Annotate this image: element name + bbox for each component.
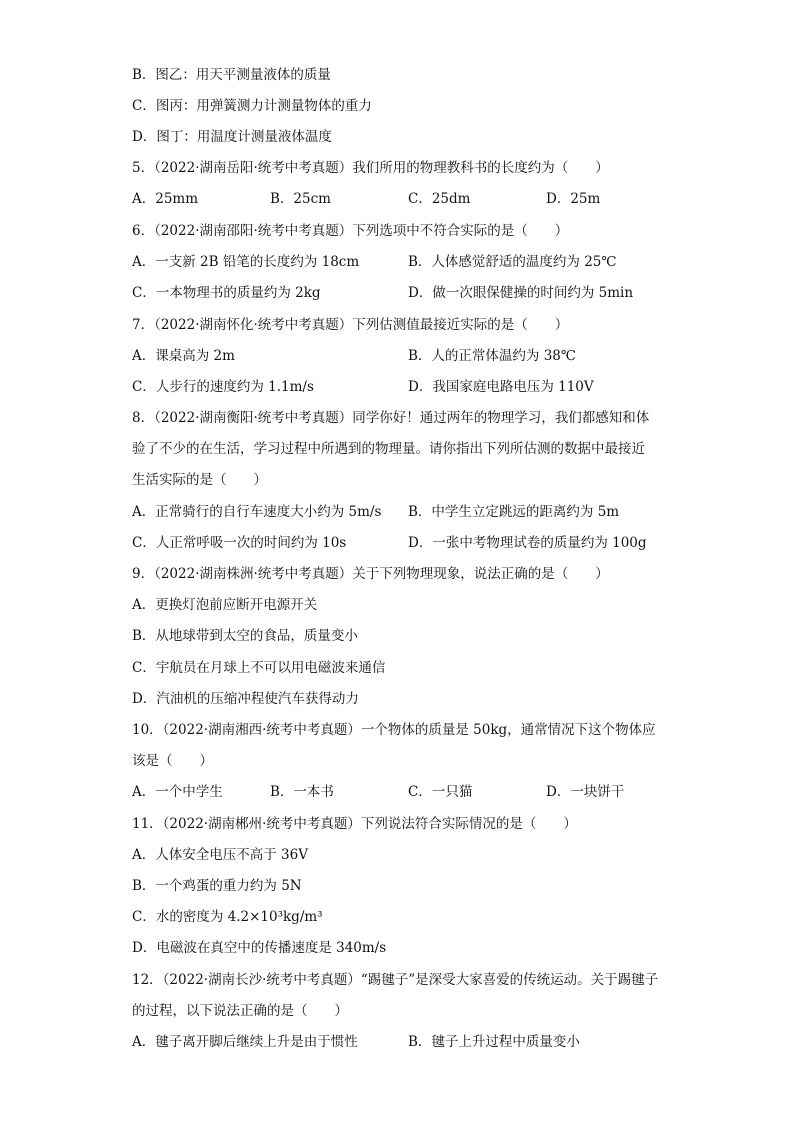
question-5-option-a: A．25mm bbox=[132, 191, 199, 207]
question-8-stem: 8．（2022·湖南衡阳·统考中考真题）同学你好！通过两年的物理学习，我们都感知和体 bbox=[132, 410, 650, 426]
question-8-option-d: D．一张中考物理试卷的质量约为 100g bbox=[408, 535, 647, 551]
question-10-option-a: A．一个中学生 bbox=[132, 784, 223, 800]
question-6-option-b: B．人体感觉舒适的温度约为 25℃ bbox=[408, 254, 617, 270]
question-10-option-b: B．一本书 bbox=[270, 784, 334, 800]
question-9-option-c: C．宇航员在月球上不可以用电磁波来通信 bbox=[132, 660, 386, 676]
question-12-stem: 的过程，以下说法正确的是（ ） bbox=[132, 1003, 348, 1019]
question-8-stem: 验了不少的在生活，学习过程中所遇到的物理量。请你指出下列所估测的数据中最接近 bbox=[132, 441, 645, 457]
question-10-option-d: D．一块饼干 bbox=[546, 784, 625, 800]
question-8-option-c: C．人正常呼吸一次的时间约为 10s bbox=[132, 535, 347, 551]
question-6-stem: 6．（2022·湖南邵阳·统考中考真题）下列选项中不符合实际的是（ ） bbox=[132, 223, 569, 239]
question-10-option-c: C．一只猫 bbox=[408, 784, 473, 800]
question-12-option-b: B．毽子上升过程中质量变小 bbox=[408, 1034, 580, 1050]
question-7-option-b: B．人的正常体温约为 38℃ bbox=[408, 348, 576, 364]
option-line: D．图丁：用温度计测量液体温度 bbox=[132, 129, 332, 145]
question-6-option-d: D．做一次眼保健操的时间约为 5min bbox=[408, 285, 634, 301]
question-11-option-d: D．电磁波在真空中的传播速度是 340m/s bbox=[132, 940, 387, 956]
question-11-option-c: C．水的密度为 4.2×10³kg/m³ bbox=[132, 909, 323, 925]
question-8-stem: 生活实际的是（ ） bbox=[132, 472, 267, 488]
question-11-option-b: B．一个鸡蛋的重力约为 5N bbox=[132, 878, 302, 894]
question-7-option-d: D．我国家庭电路电压为 110V bbox=[408, 379, 594, 395]
question-9-option-a: A．更换灯泡前应断开电源开关 bbox=[132, 597, 318, 613]
question-5-stem: 5．（2022·湖南岳阳·统考中考真题）我们所用的物理教科书的长度约为（ ） bbox=[132, 160, 609, 176]
option-line: C．图丙：用弹簧测力计测量物体的重力 bbox=[132, 98, 372, 114]
question-8-option-b: B．中学生立定跳远的距离约为 5m bbox=[408, 504, 620, 520]
question-5-option-c: C．25dm bbox=[408, 191, 471, 207]
question-8-option-a: A．正常骑行的自行车速度大小约为 5m/s bbox=[132, 504, 382, 520]
question-12-option-a: A．毽子离开脚后继续上升是由于惯性 bbox=[132, 1034, 358, 1050]
question-6-option-c: C．一本物理书的质量约为 2kg bbox=[132, 285, 321, 301]
question-9-option-b: B．从地球带到太空的食品，质量变小 bbox=[132, 628, 358, 644]
question-11-option-a: A．人体安全电压不高于 36V bbox=[132, 847, 308, 863]
question-9-stem: 9．（2022·湖南株洲·统考中考真题）关于下列物理现象，说法正确的是（ ） bbox=[132, 566, 609, 582]
question-5-option-d: D．25m bbox=[546, 191, 601, 207]
question-11-stem: 11．（2022·湖南郴州·统考中考真题）下列说法符合实际情况的是（ ） bbox=[132, 816, 577, 832]
question-7-stem: 7．（2022·湖南怀化·统考中考真题）下列估测值最接近实际的是（ ） bbox=[132, 317, 569, 333]
question-9-option-d: D．汽油机的压缩冲程使汽车获得动力 bbox=[132, 691, 359, 707]
question-7-option-c: C．人步行的速度约为 1.1m/s bbox=[132, 379, 314, 395]
option-line: B．图乙：用天平测量液体的质量 bbox=[132, 67, 331, 83]
question-5-option-b: B．25cm bbox=[270, 191, 331, 207]
question-7-option-a: A．课桌高为 2m bbox=[132, 348, 235, 364]
question-10-stem: 该是（ ） bbox=[132, 753, 213, 769]
question-10-stem: 10．（2022·湖南湘西·统考中考真题）一个物体的质量是 50kg，通常情况下这个物体应 bbox=[132, 722, 656, 738]
question-12-stem: 12．（2022·湖南长沙·统考中考真题）“踢毽子”是深受大家喜爱的传统运动。关于踢毽子 bbox=[132, 972, 659, 988]
question-6-option-a: A．一支新 2B 铅笔的长度约为 18cm bbox=[132, 254, 360, 270]
